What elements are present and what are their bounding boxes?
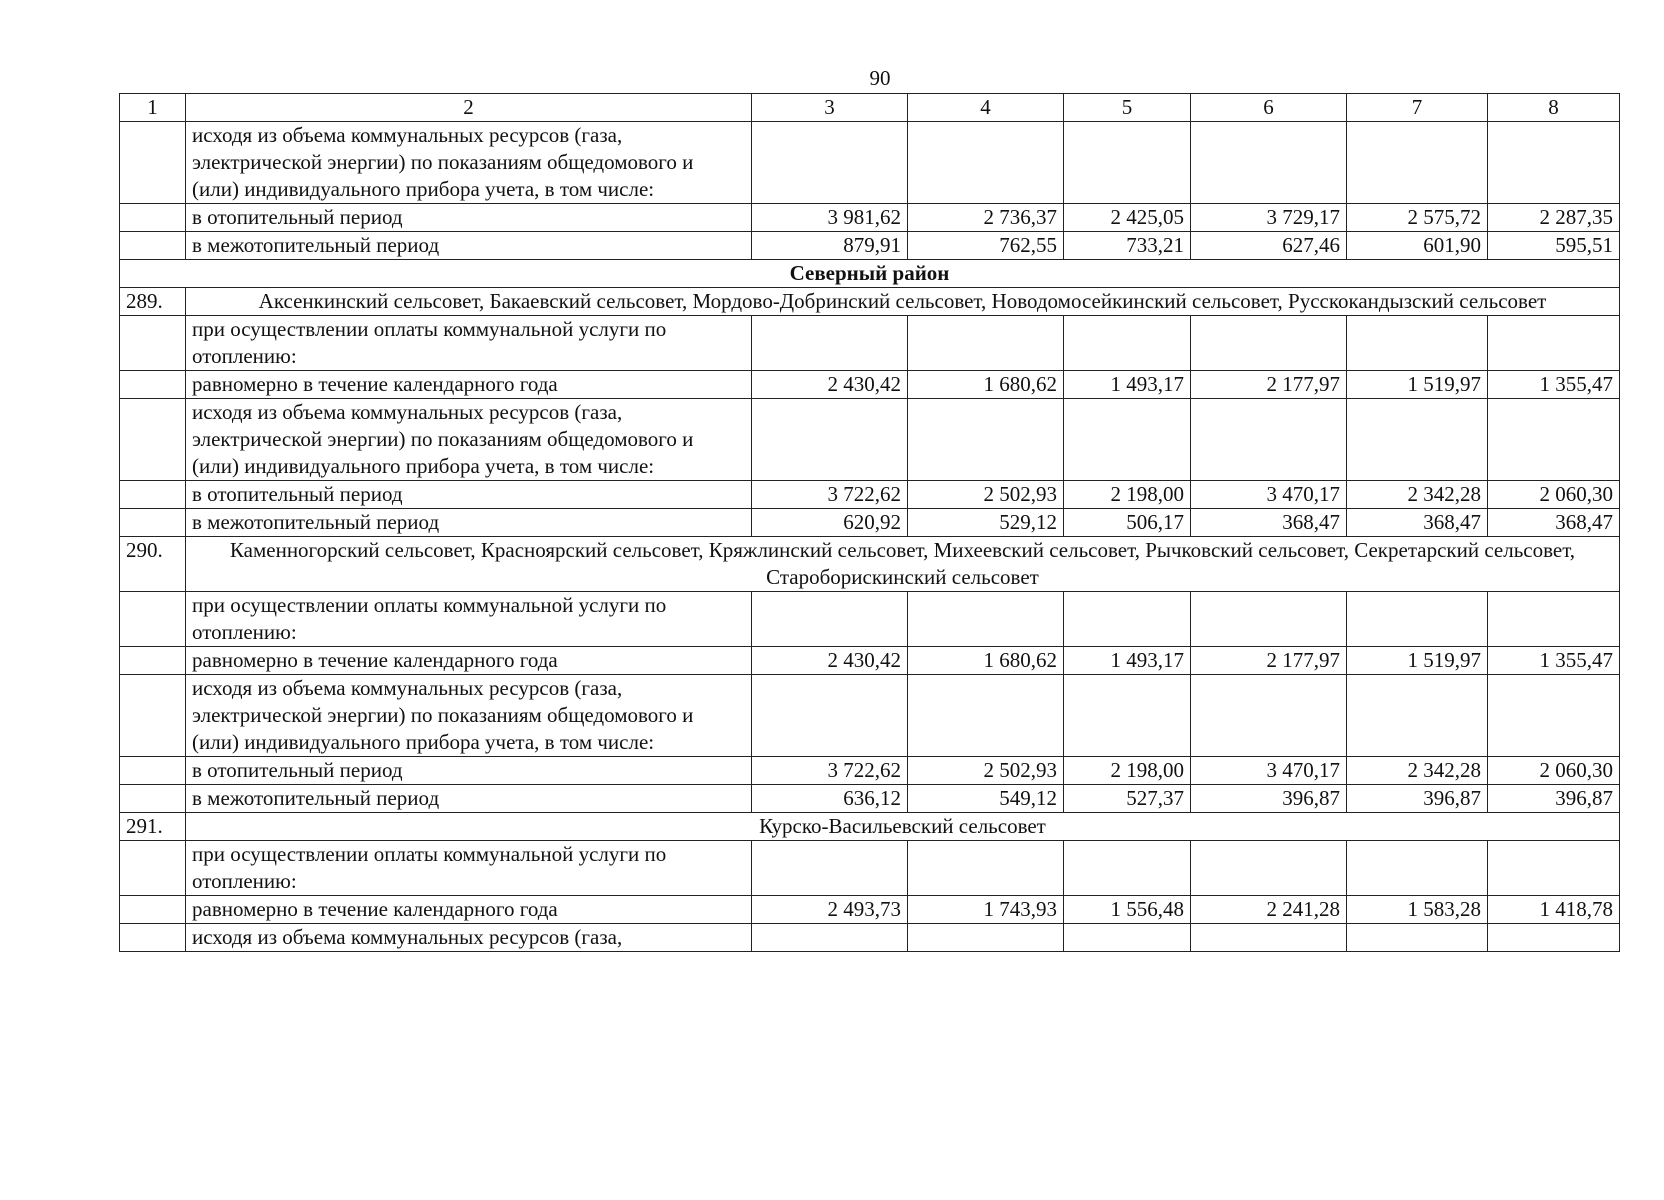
table-row [120, 841, 1620, 896]
table-row [120, 232, 1620, 260]
table-row [120, 122, 1620, 204]
tariff-value-col-3: 636,12 [752, 785, 908, 813]
group-row [120, 813, 1620, 841]
row-index-empty [120, 924, 186, 952]
tariff-value-col-8: 396,87 [1488, 785, 1620, 813]
settlement-group-label: Курско-Васильевский сельсовет [186, 813, 1620, 841]
settlement-group-label: Аксенкинский сельсовет, Бакаевский сельсовет, Мордово-Добринский сельсовет, Новодомосейкинский сельсовет, Русскокандызский сельсовет [186, 288, 1620, 316]
tariff-value-col-4 [908, 399, 1064, 481]
header-cell: 7 [1347, 94, 1488, 122]
header-cell: 6 [1191, 94, 1347, 122]
tariff-value-col-8 [1488, 122, 1620, 204]
table-row [120, 896, 1620, 924]
tariff-value-col-7 [1347, 924, 1488, 952]
tariff-value-col-5: 527,37 [1064, 785, 1191, 813]
header-cell: 5 [1064, 94, 1191, 122]
table-row [120, 592, 1620, 647]
tariff-value-col-6: 2 177,97 [1191, 647, 1347, 675]
table-row [120, 785, 1620, 813]
row-description: равномерно в течение календарного года [186, 647, 752, 675]
tariff-value-col-6: 2 241,28 [1191, 896, 1347, 924]
row-index-empty [120, 592, 186, 647]
tariff-value-col-5: 733,21 [1064, 232, 1191, 260]
table-row [120, 509, 1620, 537]
tariff-value-col-8 [1488, 841, 1620, 896]
table-row [120, 481, 1620, 509]
row-index-empty [120, 509, 186, 537]
tariff-value-col-8: 1 418,78 [1488, 896, 1620, 924]
row-description: при осуществлении оплаты коммунальной услуги по отоплению: [186, 592, 752, 647]
row-description: в отопительный период [186, 757, 752, 785]
row-description: при осуществлении оплаты коммунальной услуги по отоплению: [186, 316, 752, 371]
table-row [120, 371, 1620, 399]
row-index-empty [120, 841, 186, 896]
tariff-value-col-6: 368,47 [1191, 509, 1347, 537]
tariff-value-col-4: 762,55 [908, 232, 1064, 260]
row-description: исходя из объема коммунальных ресурсов (газа, электрической энергии) по показаниям общедомового и (или) индивидуального прибора учета, в том числе: [186, 675, 752, 757]
tariff-value-col-8: 368,47 [1488, 509, 1620, 537]
row-index-empty [120, 122, 186, 204]
row-index-empty [120, 204, 186, 232]
row-index-empty [120, 675, 186, 757]
tariff-value-col-3: 620,92 [752, 509, 908, 537]
table-row [120, 757, 1620, 785]
tariff-value-col-5 [1064, 592, 1191, 647]
row-index-empty [120, 232, 186, 260]
row-index-empty [120, 757, 186, 785]
tariff-value-col-7 [1347, 122, 1488, 204]
tariff-value-col-3 [752, 316, 908, 371]
district-title: Северный район [120, 260, 1620, 288]
tariff-value-col-6: 396,87 [1191, 785, 1347, 813]
tariff-value-col-8: 1 355,47 [1488, 647, 1620, 675]
tariff-value-col-3: 2 430,42 [752, 647, 908, 675]
tariff-value-col-7: 2 342,28 [1347, 757, 1488, 785]
tariff-value-col-7 [1347, 316, 1488, 371]
tariff-value-col-6: 3 470,17 [1191, 481, 1347, 509]
row-description: в межотопительный период [186, 785, 752, 813]
tariff-value-col-6 [1191, 675, 1347, 757]
tariff-value-col-5 [1064, 675, 1191, 757]
settlement-group-label: Каменногорский сельсовет, Красноярский сельсовет, Кряжлинский сельсовет, Михеевский сельсовет, Рычковский сельсовет, Секретарский сельсовет, Староборискинский сельсовет [186, 537, 1620, 592]
tariff-value-col-6 [1191, 122, 1347, 204]
tariff-value-col-4 [908, 924, 1064, 952]
header-cell: 3 [752, 94, 908, 122]
tariff-value-col-4: 1 680,62 [908, 647, 1064, 675]
tariff-value-col-8 [1488, 316, 1620, 371]
tariff-value-col-3: 3 722,62 [752, 481, 908, 509]
tariff-value-col-4 [908, 675, 1064, 757]
page-number: 90 [869, 66, 891, 90]
tariff-value-col-5 [1064, 924, 1191, 952]
header-row [120, 94, 1620, 122]
district-row [120, 260, 1620, 288]
tariff-value-col-6 [1191, 924, 1347, 952]
tariff-value-col-8 [1488, 924, 1620, 952]
row-index: 291. [120, 813, 186, 841]
tariff-value-col-4: 1 680,62 [908, 371, 1064, 399]
row-description: в отопительный период [186, 481, 752, 509]
tariff-value-col-5 [1064, 841, 1191, 896]
row-index-empty [120, 399, 186, 481]
table-row [120, 675, 1620, 757]
tariff-value-col-8: 2 287,35 [1488, 204, 1620, 232]
tariff-value-col-5 [1064, 122, 1191, 204]
table-row [120, 924, 1620, 952]
tariff-value-col-8: 2 060,30 [1488, 757, 1620, 785]
row-description: в межотопительный период [186, 509, 752, 537]
tariff-value-col-8: 2 060,30 [1488, 481, 1620, 509]
tariff-value-col-7: 368,47 [1347, 509, 1488, 537]
tariff-value-col-4 [908, 122, 1064, 204]
tariff-value-col-8 [1488, 592, 1620, 647]
tariff-value-col-5: 2 198,00 [1064, 481, 1191, 509]
tariff-value-col-6 [1191, 399, 1347, 481]
tariff-value-col-6: 2 177,97 [1191, 371, 1347, 399]
tariff-value-col-5: 2 198,00 [1064, 757, 1191, 785]
row-index-empty [120, 647, 186, 675]
tariff-value-col-3 [752, 841, 908, 896]
tariff-value-col-4: 1 743,93 [908, 896, 1064, 924]
tariff-value-col-6: 3 729,17 [1191, 204, 1347, 232]
table-row [120, 316, 1620, 371]
row-index-empty [120, 371, 186, 399]
tariff-value-col-5: 1 493,17 [1064, 647, 1191, 675]
group-row [120, 537, 1620, 592]
tariff-value-col-6: 627,46 [1191, 232, 1347, 260]
tariff-value-col-7: 396,87 [1347, 785, 1488, 813]
tariff-value-col-5: 506,17 [1064, 509, 1191, 537]
tariff-value-col-7: 601,90 [1347, 232, 1488, 260]
tariff-value-col-3: 3 981,62 [752, 204, 908, 232]
header-cell: 1 [120, 94, 186, 122]
tariff-value-col-4 [908, 841, 1064, 896]
table-row [120, 647, 1620, 675]
tariff-value-col-4: 2 736,37 [908, 204, 1064, 232]
tariff-value-col-4: 549,12 [908, 785, 1064, 813]
tariff-value-col-3 [752, 675, 908, 757]
tariff-value-col-7 [1347, 399, 1488, 481]
tariff-value-col-3 [752, 122, 908, 204]
table-row [120, 399, 1620, 481]
tariff-value-col-8: 1 355,47 [1488, 371, 1620, 399]
header-cell: 4 [908, 94, 1064, 122]
tariff-value-col-3: 879,91 [752, 232, 908, 260]
tariff-value-col-7 [1347, 841, 1488, 896]
tariff-value-col-8 [1488, 675, 1620, 757]
row-description: при осуществлении оплаты коммунальной услуги по отоплению: [186, 841, 752, 896]
tariff-value-col-6 [1191, 841, 1347, 896]
row-description: в межотопительный период [186, 232, 752, 260]
tariff-value-col-5: 1 493,17 [1064, 371, 1191, 399]
tariff-value-col-3 [752, 924, 908, 952]
tariff-value-col-7 [1347, 592, 1488, 647]
tariff-value-col-8: 595,51 [1488, 232, 1620, 260]
row-description: равномерно в течение календарного года [186, 371, 752, 399]
row-index-empty [120, 481, 186, 509]
row-description: исходя из объема коммунальных ресурсов (газа, электрической энергии) по показаниям общедомового и (или) индивидуального прибора учета, в том числе: [186, 399, 752, 481]
row-description: исходя из объема коммунальных ресурсов (газа, электрической энергии) по показаниям общедомового и (или) индивидуального прибора учета, в том числе: [186, 122, 752, 204]
tariff-value-col-6: 3 470,17 [1191, 757, 1347, 785]
row-index-empty [120, 316, 186, 371]
tariff-value-col-4: 529,12 [908, 509, 1064, 537]
tariff-value-col-7: 1 583,28 [1347, 896, 1488, 924]
row-description: исходя из объема коммунальных ресурсов (газа, [186, 924, 752, 952]
tariff-table [119, 93, 1620, 952]
tariff-value-col-6 [1191, 316, 1347, 371]
tariff-value-col-5: 2 425,05 [1064, 204, 1191, 232]
tariff-value-col-3 [752, 399, 908, 481]
header-cell: 8 [1488, 94, 1620, 122]
table-row [120, 204, 1620, 232]
tariff-value-col-7: 2 342,28 [1347, 481, 1488, 509]
tariff-value-col-3: 2 493,73 [752, 896, 908, 924]
tariff-value-col-4: 2 502,93 [908, 757, 1064, 785]
tariff-value-col-3: 2 430,42 [752, 371, 908, 399]
tariff-value-col-5 [1064, 316, 1191, 371]
row-index: 289. [120, 288, 186, 316]
tariff-value-col-7: 2 575,72 [1347, 204, 1488, 232]
tariff-value-col-3 [752, 592, 908, 647]
row-index-empty [120, 785, 186, 813]
row-index-empty [120, 896, 186, 924]
tariff-value-col-8 [1488, 399, 1620, 481]
tariff-value-col-4: 2 502,93 [908, 481, 1064, 509]
tariff-value-col-6 [1191, 592, 1347, 647]
row-index: 290. [120, 537, 186, 592]
tariff-value-col-4 [908, 592, 1064, 647]
group-row [120, 288, 1620, 316]
tariff-value-col-3: 3 722,62 [752, 757, 908, 785]
row-description: равномерно в течение календарного года [186, 896, 752, 924]
header-cell: 2 [186, 94, 752, 122]
tariff-value-col-5: 1 556,48 [1064, 896, 1191, 924]
tariff-value-col-7 [1347, 675, 1488, 757]
tariff-value-col-7: 1 519,97 [1347, 371, 1488, 399]
tariff-value-col-7: 1 519,97 [1347, 647, 1488, 675]
tariff-value-col-5 [1064, 399, 1191, 481]
row-description: в отопительный период [186, 204, 752, 232]
tariff-value-col-4 [908, 316, 1064, 371]
